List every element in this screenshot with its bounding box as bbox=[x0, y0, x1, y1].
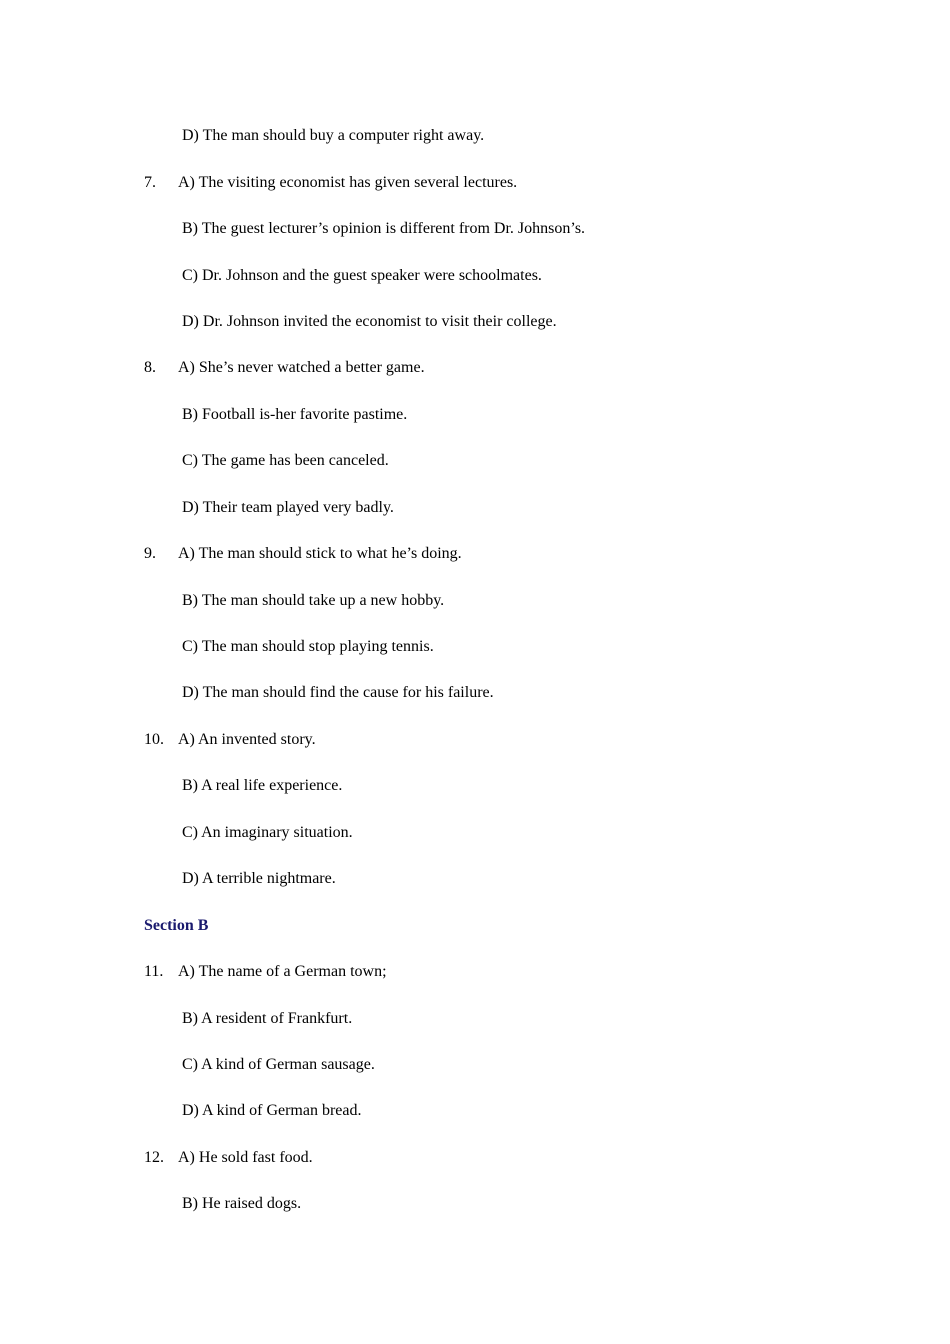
question-11-number: 11. bbox=[144, 963, 164, 980]
question-11-option-d: D) A kind of German bread. bbox=[182, 1102, 362, 1119]
question-7-option-b: B) The guest lecturer’s opinion is different from Dr. Johnson’s. bbox=[182, 220, 586, 237]
question-10-option-d: D) A terrible nightmare. bbox=[182, 870, 336, 887]
question-11-option-a bbox=[144, 961, 387, 983]
question-12-option-a-text: A) He sold fast food. bbox=[178, 1149, 313, 1166]
question-10-option-c: C) An imaginary situation. bbox=[182, 824, 353, 841]
question-12-number: 12. bbox=[144, 1149, 164, 1166]
question-7-number: 7. bbox=[144, 174, 156, 191]
question-8-option-a bbox=[144, 357, 425, 379]
question-10-number: 10. bbox=[144, 731, 164, 748]
question-9-option-a bbox=[144, 543, 462, 565]
question-6-option-d: D) The man should buy a computer right away. bbox=[182, 127, 485, 144]
question-8-option-d: D) Their team played very badly. bbox=[182, 499, 394, 516]
question-10-option-b: B) A real life experience. bbox=[182, 777, 343, 794]
question-10-option-a-text: A) An invented story. bbox=[178, 731, 316, 748]
question-7-option-d: D) Dr. Johnson invited the economist to visit their college. bbox=[182, 313, 557, 330]
question-9-option-d: D) The man should find the cause for his failure. bbox=[182, 684, 494, 701]
question-10-option-a bbox=[144, 729, 316, 751]
question-8-option-b: B) Football is-her favorite pastime. bbox=[182, 406, 408, 423]
question-7-option-a bbox=[144, 172, 517, 194]
question-12-option-a bbox=[144, 1147, 313, 1169]
question-8-option-c: C) The game has been canceled. bbox=[182, 452, 389, 469]
question-11-option-a-text: A) The name of a German town; bbox=[178, 963, 387, 980]
question-11-option-c: C) A kind of German sausage. bbox=[182, 1056, 375, 1073]
question-12-option-b: B) He raised dogs. bbox=[182, 1195, 302, 1212]
question-7-option-c: C) Dr. Johnson and the guest speaker were schoolmates. bbox=[182, 267, 542, 284]
question-9-number: 9. bbox=[144, 545, 156, 562]
question-8-number: 8. bbox=[144, 359, 156, 376]
question-8-option-a-text: A) She’s never watched a better game. bbox=[178, 359, 425, 376]
section-b-heading: Section B bbox=[144, 917, 209, 934]
question-9-option-a-text: A) The man should stick to what he’s doing. bbox=[178, 545, 462, 562]
question-11-option-b: B) A resident of Frankfurt. bbox=[182, 1010, 353, 1027]
question-7-option-a-text: A) The visiting economist has given several lectures. bbox=[178, 174, 518, 191]
question-9-option-c: C) The man should stop playing tennis. bbox=[182, 638, 434, 655]
question-9-option-b: B) The man should take up a new hobby. bbox=[182, 592, 445, 609]
